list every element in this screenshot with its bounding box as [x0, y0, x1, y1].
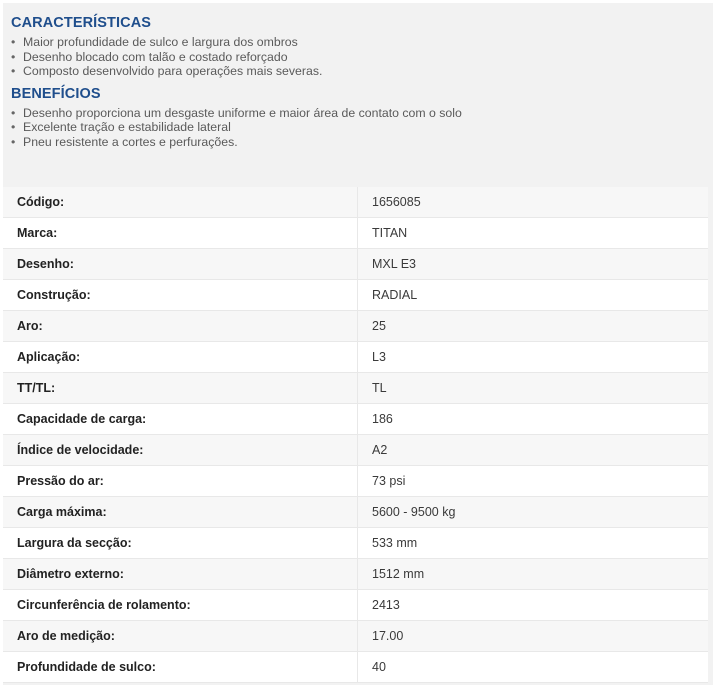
spec-value: 17.00 [358, 621, 709, 652]
spec-value: L3 [358, 342, 709, 373]
spec-value: TL [358, 373, 709, 404]
table-row [3, 621, 708, 652]
table-row [3, 590, 708, 621]
product-spec-page [3, 3, 713, 685]
spec-label: Aro: [3, 311, 358, 342]
spec-value: MXL E3 [358, 249, 709, 280]
spec-value: RADIAL [358, 280, 709, 311]
beneficios-list [11, 106, 707, 150]
spec-label: Circunferência de rolamento: [3, 590, 358, 621]
spec-label: Pressão do ar: [3, 466, 358, 497]
spec-value: TITAN [358, 218, 709, 249]
list-item: • Pneu resistente a cortes e perfurações. [11, 135, 707, 150]
spec-label: Capacidade de carga: [3, 404, 358, 435]
spec-label: Construção: [3, 280, 358, 311]
spec-value: 2413 [358, 590, 709, 621]
caracteristicas-section [3, 3, 713, 79]
table-row [3, 497, 708, 528]
spec-value: A2 [358, 435, 709, 466]
spec-label: Desenho: [3, 249, 358, 280]
list-item: • Excelente tração e estabilidade lateral [11, 120, 707, 135]
list-item: • Composto desenvolvido para operações mais severas. [11, 64, 707, 79]
table-row [3, 404, 708, 435]
spec-label: Diâmetro externo: [3, 559, 358, 590]
spec-label: Profundidade de sulco: [3, 652, 358, 683]
table-row [3, 466, 708, 497]
table-row [3, 218, 708, 249]
spec-label: Índice de velocidade: [3, 435, 358, 466]
spec-label: Marca: [3, 218, 358, 249]
spec-value: 533 mm [358, 528, 709, 559]
spec-value: 25 [358, 311, 709, 342]
spec-label: Carga máxima: [3, 497, 358, 528]
spec-label: Largura da secção: [3, 528, 358, 559]
spec-value: 186 [358, 404, 709, 435]
spec-value: 73 psi [358, 466, 709, 497]
table-row [3, 311, 708, 342]
beneficios-heading: BENEFÍCIOS [11, 85, 101, 102]
table-row [3, 187, 708, 218]
table-row [3, 373, 708, 404]
spec-label: TT/TL: [3, 373, 358, 404]
table-row [3, 280, 708, 311]
spec-value: 1512 mm [358, 559, 709, 590]
spec-label: Aplicação: [3, 342, 358, 373]
table-row [3, 652, 708, 683]
table-row [3, 342, 708, 373]
spec-value: 40 [358, 652, 709, 683]
spec-value: 1656085 [358, 187, 709, 218]
list-item: • Desenho proporciona um desgaste uniforme e maior área de contato com o solo [11, 106, 707, 121]
table-row [3, 559, 708, 590]
beneficios-section [3, 79, 713, 150]
table-row [3, 249, 708, 280]
spec-label: Código: [3, 187, 358, 218]
specs-table [3, 187, 708, 683]
list-item: • Desenho blocado com talão e costado reforçado [11, 50, 707, 65]
table-row [3, 528, 708, 559]
caracteristicas-list [11, 35, 707, 79]
table-row [3, 435, 708, 466]
list-item: • Maior profundidade de sulco e largura dos ombros [11, 35, 707, 50]
caracteristicas-heading: CARACTERÍSTICAS [11, 15, 152, 31]
spec-label: Aro de medição: [3, 621, 358, 652]
spec-value: 5600 - 9500 kg [358, 497, 709, 528]
